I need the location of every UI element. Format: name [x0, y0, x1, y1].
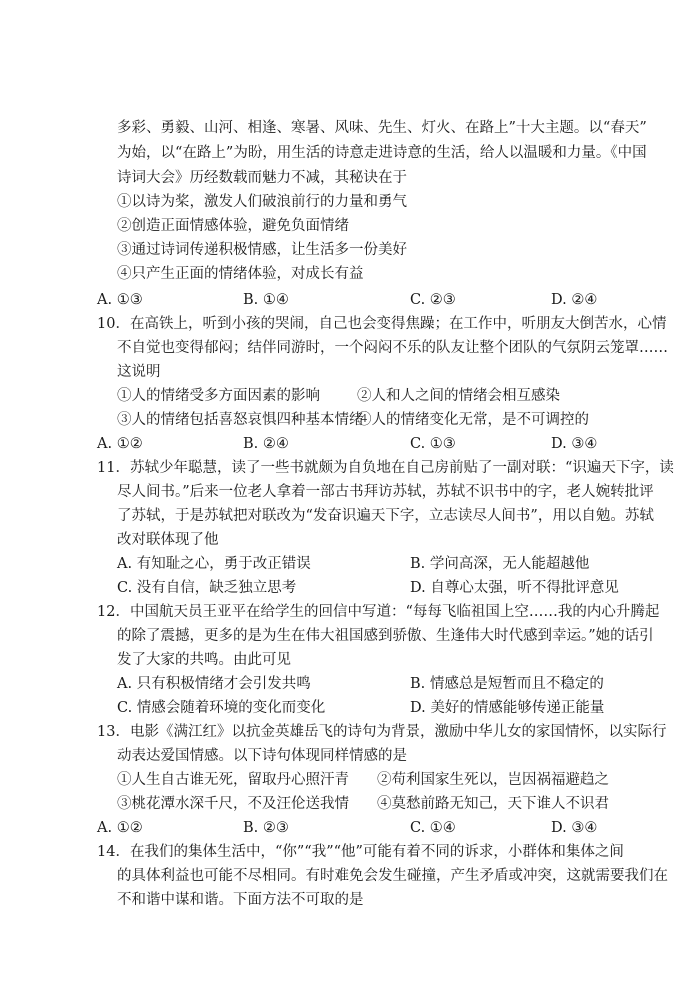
q11-option-a: A. 有知耻之心，勇于改正错误 — [117, 556, 311, 572]
q13-item-4: ④莫愁前路无知己，天下谁人不识君 — [377, 796, 609, 812]
q14-stem-line-1: 14．在我们的集体生活中，“你”“我”“他”可能有着不同的诉求，小群体和集体之间 — [97, 844, 624, 860]
q10-item-3: ③人的情绪包括喜怒哀惧四种基本情绪 — [117, 412, 364, 428]
q9-item-1: ①以诗为桨，激发人们破浪前行的力量和勇气 — [117, 194, 407, 210]
q9-option-c: C. ②③ — [410, 292, 456, 308]
q9-stem-line-3: 诗词大会》历经数载而魅力不减，其秘诀在于 — [117, 170, 407, 186]
q11-option-c: C. 没有自信，缺乏独立思考 — [117, 580, 297, 596]
q10-item-1: ①人的情绪受多方面因素的影响 — [117, 388, 320, 404]
q9-item-2: ②创造正面情感体验，避免负面情绪 — [117, 218, 349, 234]
q10-stem-line-1: 10．在高铁上，听到小孩的哭闹，自己也会变得焦躁；在工作中，听朋友大倒苦水，心情 — [97, 316, 667, 332]
q13-stem-line-2: 动表达爱国情感。以下诗句体现同样情感的是 — [117, 748, 407, 764]
q13-stem-line-1: 13．电影《满江红》以抗金英雄岳飞的诗句为背景，激励中华儿女的家国情怀，以实际行 — [97, 724, 667, 740]
q12-stem-line-2: 的除了震撼，更多的是为生在伟大祖国感到骄傲、生逢伟大时代感到幸运。”她的话引 — [117, 628, 654, 644]
q13-option-d: D. ③④ — [551, 820, 598, 836]
q12-option-a: A. 只有积极情绪才会引发共鸣 — [117, 676, 311, 692]
q13-item-2: ②苟利国家生死以，岂因祸福避趋之 — [377, 772, 609, 788]
q11-option-d: D. 自尊心太强，听不得批评意见 — [410, 580, 619, 596]
q10-option-d: D. ③④ — [551, 436, 598, 452]
q10-item-4: ④人的情绪变化无常，是不可调控的 — [357, 412, 589, 428]
q11-option-b: B. 学问高深，无人能超越他 — [410, 556, 590, 572]
q9-option-b: B. ①④ — [243, 292, 289, 308]
q10-item-2: ②人和人之间的情绪会相互感染 — [357, 388, 560, 404]
q10-option-a: A. ①② — [97, 436, 143, 452]
q10-option-c: C. ①③ — [410, 436, 456, 452]
q11-stem-line-1: 11．苏轼少年聪慧，读了一些书就颇为自负地在自己房前贴了一副对联：“识遍天下字，读 — [97, 460, 674, 476]
q13-option-a: A. ①② — [97, 820, 143, 836]
q12-option-c: C. 情感会随着环境的变化而变化 — [117, 700, 326, 716]
q9-stem-line-2: 为始，以“在路上”为盼，用生活的诗意走进诗意的生活，给人以温暖和力量。《中国 — [117, 145, 647, 161]
q13-item-1: ①人生自古谁无死，留取丹心照汗青 — [117, 772, 349, 788]
q13-item-3: ③桃花潭水深千尺，不及汪伦送我情 — [117, 796, 349, 812]
q12-stem-line-3: 发了大家的共鸣。由此可见 — [117, 652, 291, 668]
q11-stem-line-2: 尽人间书。”后来一位老人拿着一部古书拜访苏轼，苏轼不识书中的字，老人婉转批评 — [117, 484, 654, 500]
q11-stem-line-4: 改对联体现了他 — [117, 532, 219, 548]
q11-stem-line-3: 了苏轼，于是苏轼把对联改为“发奋识遍天下字，立志读尽人间书”，用以自勉。苏轼 — [117, 508, 654, 524]
q13-option-c: C. ①④ — [410, 820, 456, 836]
q10-stem-line-3: 这说明 — [117, 364, 161, 380]
q9-option-d: D. ②④ — [551, 292, 598, 308]
q12-option-b: B. 情感总是短暂而且不稳定的 — [410, 676, 604, 692]
q9-item-3: ③通过诗词传递积极情感，让生活多一份美好 — [117, 242, 407, 258]
q12-stem-line-1: 12．中国航天员王亚平在给学生的回信中写道：“每每飞临祖国上空……我的内心升腾起 — [97, 604, 660, 620]
q12-option-d: D. 美好的情感能够传递正能量 — [410, 700, 605, 716]
q13-option-b: B. ②③ — [243, 820, 289, 836]
q9-stem-line-1: 多彩、勇毅、山河、相逢、寒暑、风味、先生、灯火、在路上”十大主题。以“春天” — [117, 120, 647, 136]
q9-option-a: A. ①③ — [97, 292, 143, 308]
q10-option-b: B. ②④ — [243, 436, 289, 452]
q10-stem-line-2: 不自觉也变得郁闷；结伴同游时，一个闷闷不乐的队友让整个团队的气氛阴云笼罩…… — [117, 340, 668, 356]
q9-item-4: ④只产生正面的情绪体验，对成长有益 — [117, 266, 364, 282]
q14-stem-line-3: 不和谐中谋和谐。下面方法不可取的是 — [117, 892, 364, 908]
q14-stem-line-2: 的具体利益也可能不尽相同。有时难免会发生碰撞，产生矛盾或冲突，这就需要我们在 — [117, 868, 668, 884]
